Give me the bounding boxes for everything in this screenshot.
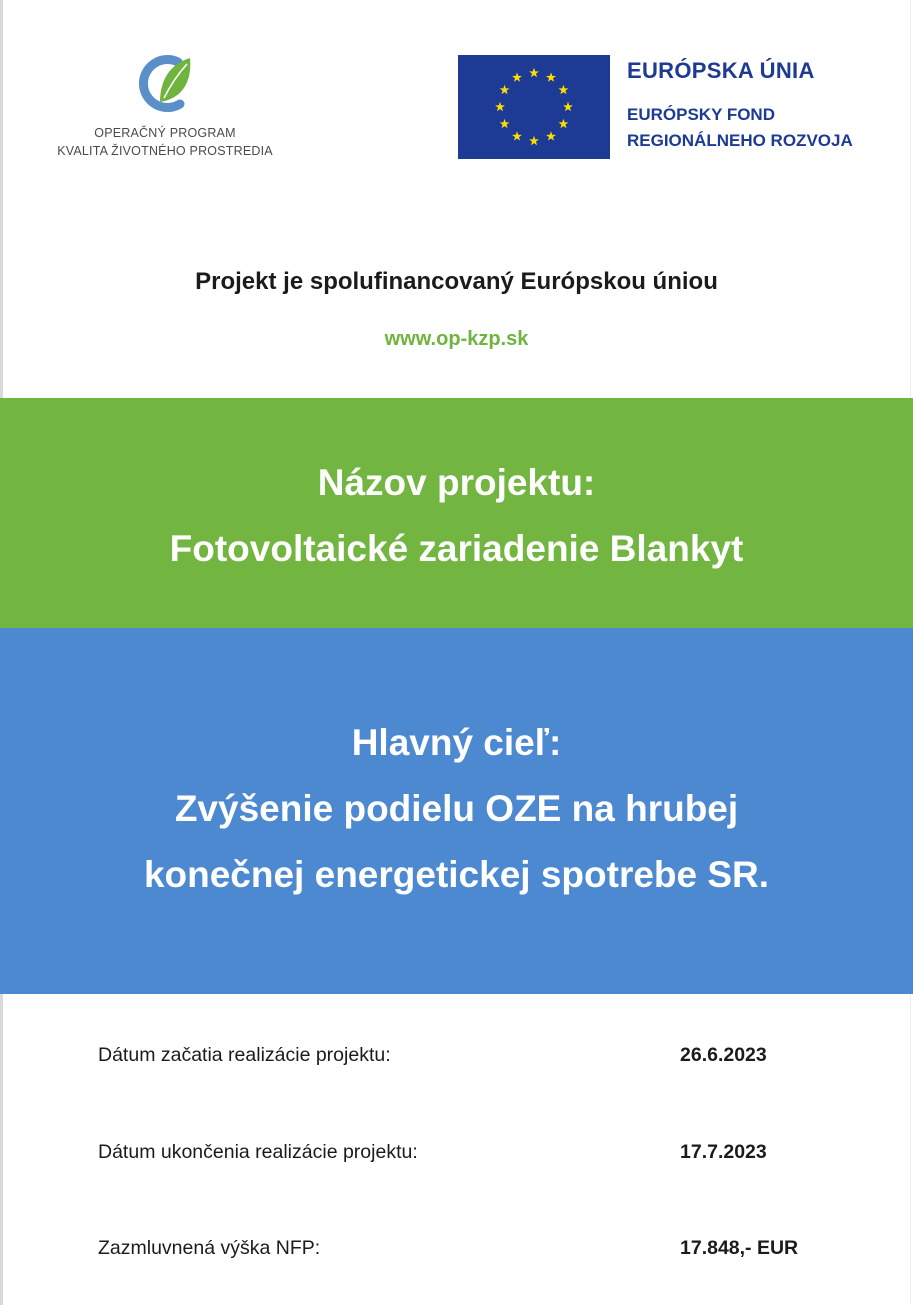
eu-star-icon [529, 68, 539, 77]
detail-row-start-date [98, 1044, 858, 1074]
detail-row-nfp-amount [98, 1237, 858, 1267]
end-date-label: Dátum ukončenia realizácie projektu: [98, 1141, 418, 1163]
nfp-amount-label: Zazmluvnená výška NFP: [98, 1237, 321, 1259]
nfp-amount-value: 17.848,- EUR [680, 1237, 799, 1259]
eu-star-icon [546, 72, 556, 81]
eu-star-icon [529, 136, 539, 145]
goal-line1: Zvýšenie podielu OZE na hrubej [174, 788, 739, 829]
start-date-value: 26.6.2023 [680, 1044, 767, 1066]
eu-star-icon [495, 102, 505, 111]
project-goal-band [0, 628, 913, 994]
op-kzp-leaf-logo-icon [130, 50, 200, 120]
eu-star-icon [563, 102, 573, 111]
eu-star-icon [512, 72, 522, 81]
eu-fund [627, 102, 907, 154]
goal-line2: konečnej energetickej spotrebe SR. [143, 854, 770, 895]
eu-fund-line2: REGIONÁLNEHO ROZVOJA [627, 131, 853, 150]
project-name: Fotovoltaické zariadenie Blankyt [169, 528, 744, 569]
start-date-label: Dátum začatia realizácie projektu: [98, 1044, 391, 1066]
eu-star-icon [500, 119, 510, 128]
eu-star-icon [500, 85, 510, 94]
eu-star-icon [559, 119, 569, 128]
eu-title: EURÓPSKA ÚNIA [627, 58, 815, 83]
eu-flag [458, 55, 610, 159]
website-link: www.op-kzp.sk [384, 328, 529, 350]
cofinancing-statement: Projekt je spolufinancovaný Európskou úniou [195, 268, 718, 295]
eu-star-icon [559, 85, 569, 94]
eu-fund-line1: EURÓPSKY FOND [627, 105, 775, 124]
op-program-line2: KVALITA ŽIVOTNÉHO PROSTREDIA [57, 144, 273, 158]
op-kzp-logo [30, 50, 300, 170]
eu-text-block [627, 58, 907, 154]
project-name-label: Názov projektu: [317, 462, 596, 503]
project-name-band [0, 398, 913, 628]
eu-star-icon [512, 131, 522, 140]
eu-flag-icon [458, 55, 610, 159]
end-date-value: 17.7.2023 [680, 1141, 767, 1163]
detail-row-end-date [98, 1141, 858, 1171]
eu-star-icon [546, 131, 556, 140]
goal-label: Hlavný cieľ: [351, 722, 562, 763]
op-program-line1: OPERAČNÝ PROGRAM [94, 126, 236, 140]
